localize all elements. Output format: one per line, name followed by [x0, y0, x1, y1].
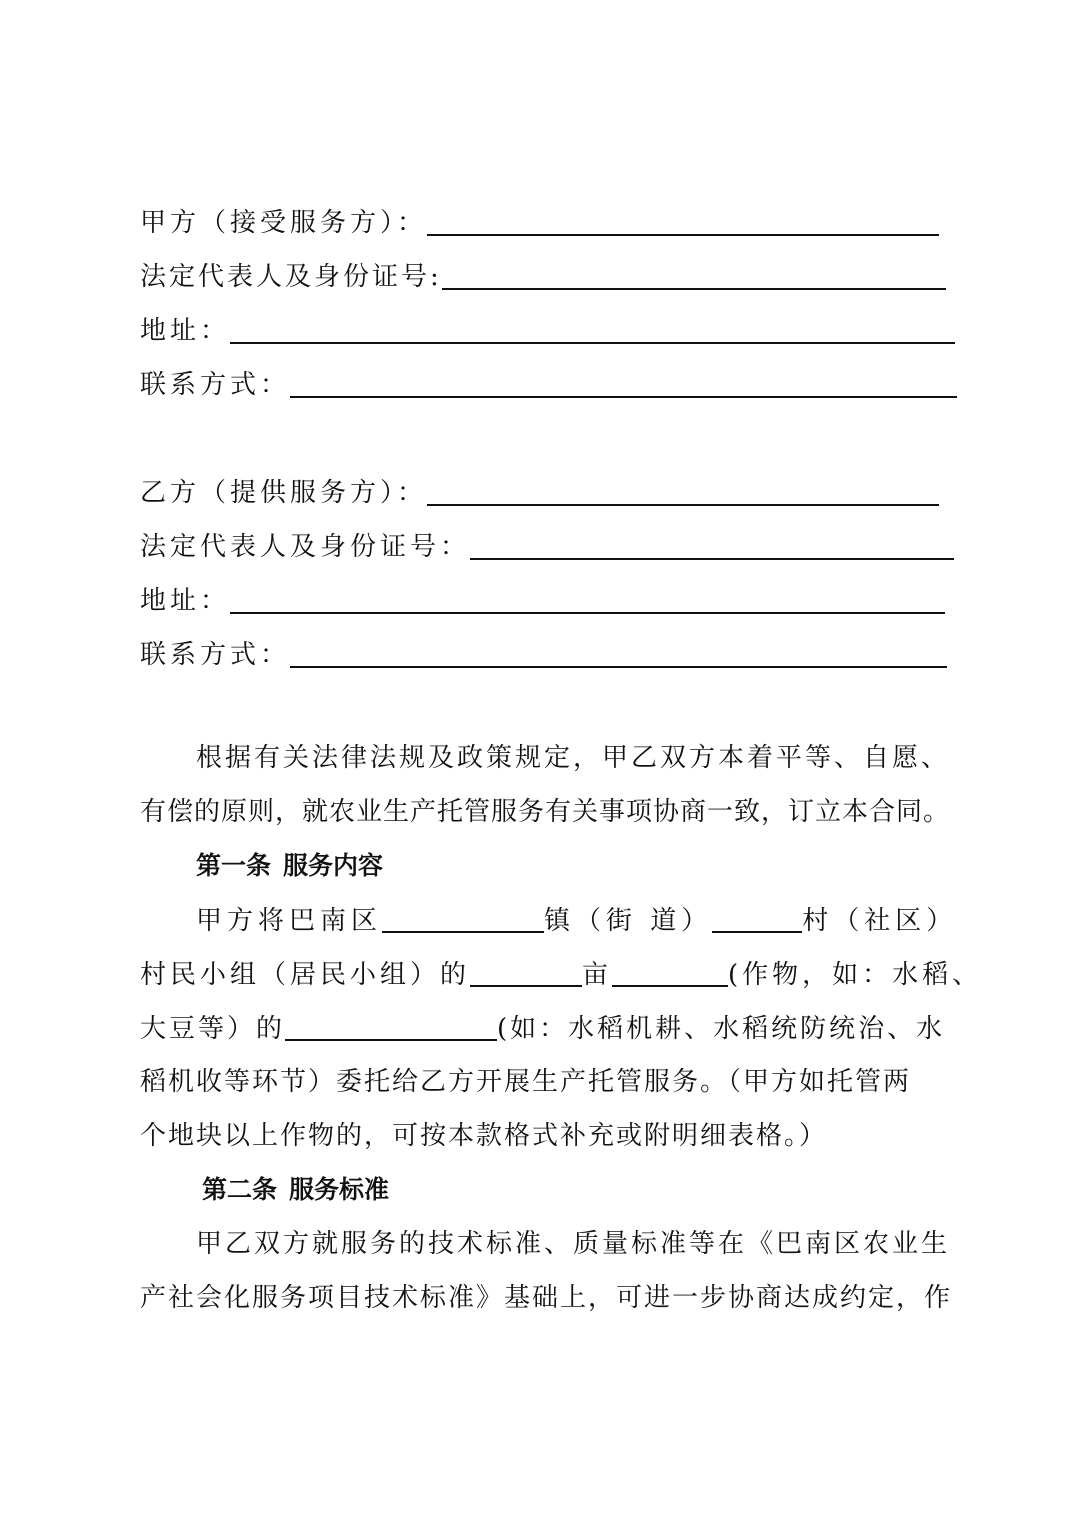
article-1-l1-a: 甲方将巴南区	[196, 906, 383, 936]
town-blank[interactable]	[382, 907, 544, 933]
intro-line-1: 根据有关法律法规及政策规定，甲乙双方本着平等、自愿、	[196, 743, 951, 773]
party-a-rep-field[interactable]	[442, 262, 946, 290]
village-blank[interactable]	[712, 907, 802, 933]
article-1-line-3	[140, 1015, 945, 1042]
article-1-title: 服务内容	[283, 851, 384, 880]
area-blank[interactable]	[470, 961, 582, 987]
service-stage-blank[interactable]	[285, 1015, 497, 1041]
crop-blank[interactable]	[612, 961, 728, 987]
party-a-contact-row	[140, 370, 957, 398]
article-1-line-4: 稻机收等环节）委托给乙方开展生产托管服务。（甲方如托管两	[140, 1067, 912, 1097]
article-2-line-2: 产社会化服务项目技术标准》基础上，可进一步协商达成约定，作	[140, 1283, 953, 1313]
party-b-address-field[interactable]	[230, 586, 945, 614]
article-1-l2-a: 村民小组（居民小组）的	[140, 960, 471, 990]
party-b-address-row	[140, 586, 945, 614]
party-b-contact-field[interactable]	[290, 640, 947, 668]
article-1-l2-b: 亩	[582, 960, 613, 990]
article-2-number: 第二条	[202, 1175, 278, 1204]
party-a-address-label: 地址：	[140, 316, 231, 346]
article-1-l3-a: 大豆等）的	[140, 1014, 286, 1044]
article-1-l3-b: (如：水稻机耕、水稻统防统治、水	[497, 1014, 946, 1044]
party-b-contact-row	[140, 640, 947, 668]
party-a-name-row	[140, 208, 939, 236]
party-a-rep-row	[140, 262, 946, 290]
party-b-contact-label: 联系方式：	[140, 640, 291, 670]
article-1-heading	[196, 853, 383, 878]
party-a-name-label: 甲方（接受服务方）：	[140, 208, 428, 238]
article-2-line-1: 甲乙双方就服务的技术标准、质量标准等在《巴南区农业生	[196, 1229, 951, 1259]
party-a-rep-label: 法定代表人及身份证号:	[140, 262, 442, 292]
intro-line-2: 有偿的原则，就农业生产托管服务有关事项协商一致，订立本合同。	[140, 797, 951, 827]
article-1-line-1	[196, 907, 957, 934]
party-a-name-field[interactable]	[427, 208, 939, 236]
article-1-l2-c: (作物，如：水稻、	[728, 960, 983, 990]
article-1-number: 第一条	[196, 851, 272, 880]
article-1-line-5: 个地块以上作物的，可按本款格式补充或附明细表格。）	[140, 1121, 828, 1151]
article-1-l1-c: 村（社区）	[802, 906, 958, 936]
article-2-heading	[202, 1177, 389, 1202]
party-b-name-label: 乙方（提供服务方）：	[140, 478, 428, 508]
party-b-rep-row	[140, 532, 954, 560]
party-b-rep-label: 法定代表人及身份证号：	[140, 532, 471, 562]
party-b-name-row	[140, 478, 939, 506]
party-b-rep-field[interactable]	[470, 532, 954, 560]
article-1-line-2	[140, 961, 982, 988]
party-a-address-field[interactable]	[230, 316, 955, 344]
party-b-name-field[interactable]	[427, 478, 939, 506]
party-b-address-label: 地址：	[140, 586, 231, 616]
article-1-l1-b: 镇（街 道）	[544, 906, 713, 936]
party-a-address-row	[140, 316, 955, 344]
party-a-contact-field[interactable]	[290, 370, 957, 398]
party-a-contact-label: 联系方式：	[140, 370, 291, 400]
article-2-title: 服务标准	[289, 1175, 390, 1204]
